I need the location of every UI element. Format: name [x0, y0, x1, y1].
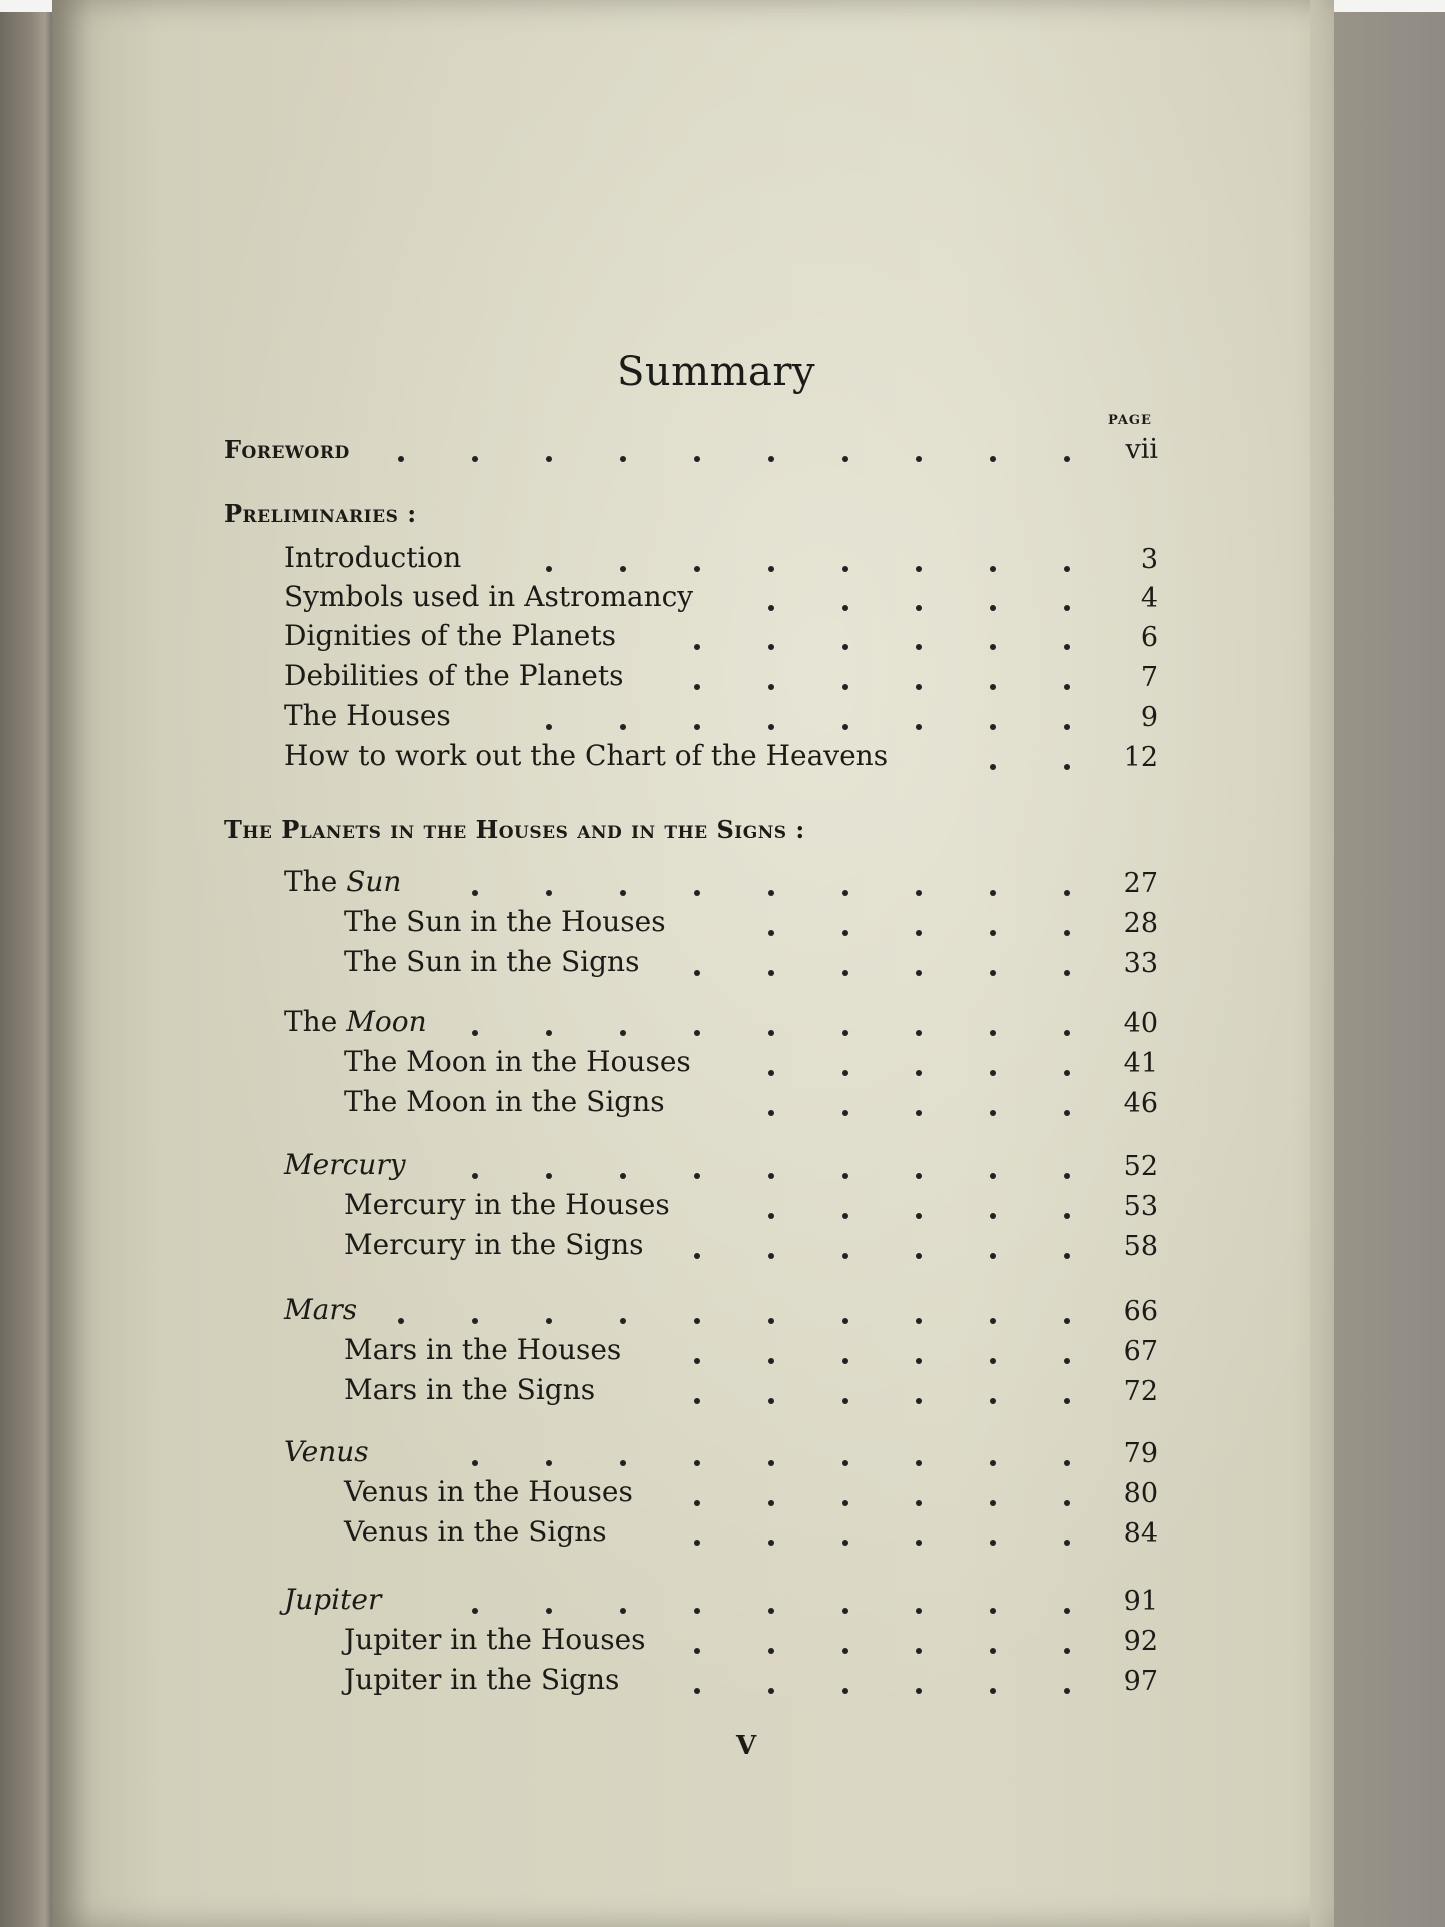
- leader-dot: [842, 1253, 848, 1259]
- leader-dot: [694, 1358, 700, 1364]
- leader-dot: [990, 1070, 996, 1076]
- entry-label: [284, 580, 694, 613]
- leader-dot: [990, 890, 996, 896]
- page-number: 6: [1140, 622, 1158, 653]
- page-number: 58: [1123, 1231, 1158, 1262]
- leader-dot: [768, 1540, 774, 1546]
- entry-text: Venus in the Signs: [344, 1515, 607, 1548]
- leader-dot: [916, 1500, 922, 1506]
- leader-dot: [694, 1318, 700, 1324]
- leader-dot: [916, 1030, 922, 1036]
- leader-dot: [990, 684, 996, 690]
- leader-dot: [842, 1648, 848, 1654]
- section-heading: Foreword: [224, 435, 350, 464]
- page-number: 79: [1123, 1438, 1158, 1469]
- subentry-label: [344, 1475, 633, 1508]
- leader-dot: [768, 1173, 774, 1179]
- leader-dot: [768, 605, 774, 611]
- leader-dot: [546, 1318, 552, 1324]
- subentry-label: [344, 1188, 670, 1221]
- leader-dot: [916, 1648, 922, 1654]
- page-number: 72: [1123, 1376, 1158, 1407]
- leader-dot: [768, 566, 774, 572]
- dot-leader: [52, 1110, 53, 1116]
- leader-dot: [990, 1030, 996, 1036]
- leader-dot: [1064, 1358, 1070, 1364]
- entry-text: Venus in the Houses: [344, 1475, 633, 1508]
- entry-text: The Moon in the Houses: [344, 1045, 691, 1078]
- section-heading: The Planets in the Houses and in the Signs :: [224, 815, 805, 844]
- dot-leader: [52, 1318, 53, 1324]
- dot-leader: [52, 1030, 53, 1036]
- entry-text: The Sun in the Houses: [344, 905, 666, 938]
- entry-emphasis: Mercury: [284, 1148, 406, 1181]
- subentry-label: [344, 1045, 691, 1078]
- leader-dot: [694, 1030, 700, 1036]
- dot-leader: [52, 930, 53, 936]
- leader-dot: [768, 1460, 774, 1466]
- dot-leader: [52, 684, 53, 690]
- leader-dot: [546, 1608, 552, 1614]
- leader-dot: [768, 456, 774, 462]
- leader-dot: [768, 1608, 774, 1614]
- dot-leader: [52, 890, 53, 896]
- page-number: 97: [1123, 1666, 1158, 1697]
- leader-dot: [1064, 764, 1070, 770]
- leader-dot: [916, 1540, 922, 1546]
- leader-dot: [842, 605, 848, 611]
- leader-dot: [916, 456, 922, 462]
- entry-label: [284, 1293, 358, 1326]
- leader-dot: [1064, 644, 1070, 650]
- leader-dot: [768, 1688, 774, 1694]
- subentry-label: [344, 1663, 620, 1696]
- leader-dot: [546, 724, 552, 730]
- page-number: 33: [1123, 948, 1158, 979]
- leader-dot: [768, 1070, 774, 1076]
- leader-dot: [1064, 1070, 1070, 1076]
- leader-dot: [842, 566, 848, 572]
- leader-dot: [1064, 605, 1070, 611]
- leader-dot: [842, 1110, 848, 1116]
- leader-dot: [694, 724, 700, 730]
- dot-leader: [52, 1213, 53, 1219]
- leader-dot: [916, 970, 922, 976]
- dot-leader: [52, 1500, 53, 1506]
- entry-label: [284, 1148, 406, 1181]
- leader-dot: [1064, 724, 1070, 730]
- leader-dot: [620, 456, 626, 462]
- entry-emphasis: Jupiter: [284, 1583, 382, 1616]
- entry-prefix: The: [284, 1005, 347, 1038]
- leader-dot: [916, 1318, 922, 1324]
- leader-dot: [768, 1358, 774, 1364]
- entry-text: Dignities of the Planets: [284, 619, 616, 652]
- leader-dot: [990, 930, 996, 936]
- entry-text: The Sun in the Signs: [344, 945, 640, 978]
- section-heading: Preliminaries :: [224, 499, 417, 528]
- page-folio: V: [736, 1731, 757, 1761]
- leader-dot: [916, 1398, 922, 1404]
- entry-label: [284, 541, 462, 574]
- leader-dot: [694, 456, 700, 462]
- leader-dot: [1064, 1213, 1070, 1219]
- leader-dot: [842, 1500, 848, 1506]
- entry-text: Symbols used in Astromancy: [284, 580, 694, 613]
- leader-dot: [768, 890, 774, 896]
- leader-dot: [842, 724, 848, 730]
- dot-leader: [52, 970, 53, 976]
- entry-text: Mars in the Houses: [344, 1333, 622, 1366]
- leader-dot: [694, 1648, 700, 1654]
- page-edge: [1310, 0, 1334, 1927]
- leader-dot: [916, 724, 922, 730]
- entry-label: [284, 739, 889, 772]
- leader-dot: [694, 684, 700, 690]
- dot-leader: [52, 1540, 53, 1546]
- leader-dot: [842, 1540, 848, 1546]
- leader-dot: [990, 644, 996, 650]
- leader-dot: [694, 1500, 700, 1506]
- subentry-label: [344, 1085, 665, 1118]
- dot-leader: [52, 1460, 53, 1466]
- leader-dot: [916, 930, 922, 936]
- page-number: 92: [1123, 1626, 1158, 1657]
- dot-leader: [52, 1648, 53, 1654]
- leader-dot: [990, 1173, 996, 1179]
- leader-dot: [990, 1608, 996, 1614]
- leader-dot: [990, 1318, 996, 1324]
- leader-dot: [990, 1540, 996, 1546]
- dot-leader: [52, 764, 53, 770]
- leader-dot: [842, 456, 848, 462]
- leader-dot: [842, 1608, 848, 1614]
- page-number: 4: [1140, 583, 1158, 614]
- page-number: 3: [1140, 544, 1158, 575]
- page-number: 9: [1140, 702, 1158, 733]
- leader-dot: [620, 566, 626, 572]
- leader-dot: [694, 970, 700, 976]
- leader-dot: [1064, 1318, 1070, 1324]
- dot-leader: [52, 456, 53, 462]
- leader-dot: [916, 890, 922, 896]
- leader-dot: [694, 1398, 700, 1404]
- leader-dot: [768, 1110, 774, 1116]
- leader-dot: [472, 1173, 478, 1179]
- entry-emphasis: Sun: [346, 865, 402, 898]
- dot-leader: [52, 566, 53, 572]
- leader-dot: [990, 1398, 996, 1404]
- entry-text: How to work out the Chart of the Heavens: [284, 739, 889, 772]
- leader-dot: [546, 890, 552, 896]
- dot-leader: [52, 644, 53, 650]
- leader-dot: [990, 456, 996, 462]
- leader-dot: [472, 890, 478, 896]
- leader-dot: [694, 890, 700, 896]
- leader-dot: [1064, 1253, 1070, 1259]
- page-number: 52: [1123, 1151, 1158, 1182]
- leader-dot: [990, 764, 996, 770]
- leader-dot: [1064, 684, 1070, 690]
- leader-dot: [842, 1688, 848, 1694]
- leader-dot: [694, 1540, 700, 1546]
- entry-text: Mercury in the Houses: [344, 1188, 670, 1221]
- leader-dot: [916, 1213, 922, 1219]
- leader-dot: [694, 1688, 700, 1694]
- subentry-label: [344, 945, 640, 978]
- leader-dot: [1064, 970, 1070, 976]
- dot-leader: [52, 724, 53, 730]
- entry-label: [284, 699, 451, 732]
- leader-dot: [620, 1030, 626, 1036]
- entry-text: Jupiter in the Houses: [344, 1623, 646, 1656]
- leader-dot: [1064, 1173, 1070, 1179]
- leader-dot: [842, 1070, 848, 1076]
- page-number: 7: [1140, 662, 1158, 693]
- leader-dot: [1064, 1110, 1070, 1116]
- entry-label: [284, 1005, 427, 1038]
- page-number: 80: [1123, 1478, 1158, 1509]
- leader-dot: [620, 890, 626, 896]
- leader-dot: [1064, 1030, 1070, 1036]
- leader-dot: [768, 970, 774, 976]
- leader-dot: [990, 1500, 996, 1506]
- leader-dot: [916, 1173, 922, 1179]
- leader-dot: [990, 605, 996, 611]
- leader-dot: [916, 1110, 922, 1116]
- leader-dot: [694, 566, 700, 572]
- leader-dot: [842, 684, 848, 690]
- dot-leader: [52, 1253, 53, 1259]
- page-number: 66: [1123, 1296, 1158, 1327]
- page-number: 41: [1123, 1048, 1158, 1079]
- leader-dot: [1064, 1500, 1070, 1506]
- leader-dot: [990, 1688, 996, 1694]
- book-page: [52, 0, 1334, 1927]
- leader-dot: [1064, 1540, 1070, 1546]
- leader-dot: [842, 1030, 848, 1036]
- leader-dot: [916, 1688, 922, 1694]
- entry-emphasis: Moon: [346, 1005, 427, 1038]
- leader-dot: [842, 970, 848, 976]
- leader-dot: [1064, 890, 1070, 896]
- leader-dot: [472, 1608, 478, 1614]
- leader-dot: [842, 644, 848, 650]
- leader-dot: [768, 1398, 774, 1404]
- leader-dot: [990, 970, 996, 976]
- leader-dot: [990, 566, 996, 572]
- leader-dot: [916, 684, 922, 690]
- leader-dot: [842, 1173, 848, 1179]
- leader-dot: [472, 1318, 478, 1324]
- page-number: 91: [1123, 1586, 1158, 1617]
- leader-dot: [620, 1460, 626, 1466]
- leader-dot: [842, 1318, 848, 1324]
- leader-dot: [768, 1318, 774, 1324]
- leader-dot: [768, 684, 774, 690]
- leader-dot: [768, 930, 774, 936]
- leader-dot: [694, 644, 700, 650]
- leader-dot: [1064, 930, 1070, 936]
- leader-dot: [546, 1030, 552, 1036]
- leader-dot: [472, 1030, 478, 1036]
- leader-dot: [916, 1460, 922, 1466]
- leader-dot: [1064, 1398, 1070, 1404]
- page-column-label: PAGE: [1108, 413, 1152, 428]
- leader-dot: [1064, 1460, 1070, 1466]
- leader-dot: [1064, 1648, 1070, 1654]
- leader-dot: [620, 724, 626, 730]
- subentry-label: [344, 1373, 596, 1406]
- entry-label: [284, 865, 402, 898]
- entry-text: Introduction: [284, 541, 462, 574]
- leader-dot: [1064, 1688, 1070, 1694]
- dot-leader: [52, 1173, 53, 1179]
- entry-label: [284, 1435, 369, 1468]
- leader-dot: [916, 566, 922, 572]
- entry-emphasis: Mars: [284, 1293, 358, 1326]
- leader-dot: [990, 1110, 996, 1116]
- entry-text: The Moon in the Signs: [344, 1085, 665, 1118]
- leader-dot: [472, 1460, 478, 1466]
- subentry-label: [344, 1333, 622, 1366]
- leader-dot: [916, 1070, 922, 1076]
- leader-dot: [916, 605, 922, 611]
- dot-leader: [52, 1398, 53, 1404]
- leader-dot: [842, 1460, 848, 1466]
- page-number: 46: [1123, 1088, 1158, 1119]
- entry-label: [284, 1583, 382, 1616]
- subentry-label: [344, 905, 666, 938]
- leader-dot: [768, 1500, 774, 1506]
- leader-dot: [768, 644, 774, 650]
- entry-prefix: The: [284, 865, 347, 898]
- leader-dot: [990, 1648, 996, 1654]
- leader-dot: [916, 1608, 922, 1614]
- page-number: 12: [1123, 742, 1158, 773]
- leader-dot: [546, 1460, 552, 1466]
- dot-leader: [52, 1358, 53, 1364]
- leader-dot: [398, 456, 404, 462]
- dot-leader: [52, 1608, 53, 1614]
- leader-dot: [842, 1358, 848, 1364]
- leader-dot: [990, 1460, 996, 1466]
- leader-dot: [620, 1318, 626, 1324]
- leader-dot: [546, 566, 552, 572]
- page-number: 67: [1123, 1336, 1158, 1367]
- leader-dot: [546, 456, 552, 462]
- leader-dot: [1064, 566, 1070, 572]
- leader-dot: [842, 1213, 848, 1219]
- leader-dot: [1064, 456, 1070, 462]
- leader-dot: [990, 724, 996, 730]
- entry-text: Mercury in the Signs: [344, 1228, 644, 1261]
- dot-leader: [52, 605, 53, 611]
- entry-text: Mars in the Signs: [344, 1373, 596, 1406]
- leader-dot: [916, 1253, 922, 1259]
- page-number: vii: [1125, 434, 1158, 465]
- page-number: 28: [1123, 908, 1158, 939]
- entry-label: [284, 659, 624, 692]
- leader-dot: [768, 1648, 774, 1654]
- leader-dot: [990, 1213, 996, 1219]
- leader-dot: [990, 1253, 996, 1259]
- leader-dot: [768, 724, 774, 730]
- leader-dot: [620, 1608, 626, 1614]
- page-number: 27: [1123, 868, 1158, 899]
- leader-dot: [694, 1460, 700, 1466]
- page-number: 40: [1123, 1008, 1158, 1039]
- page-title: Summary: [617, 349, 816, 395]
- entry-text: Debilities of the Planets: [284, 659, 624, 692]
- leader-dot: [694, 1608, 700, 1614]
- leader-dot: [472, 456, 478, 462]
- dot-leader: [52, 1688, 53, 1694]
- leader-dot: [768, 1253, 774, 1259]
- entry-text: Jupiter in the Signs: [344, 1663, 620, 1696]
- leader-dot: [694, 1253, 700, 1259]
- subentry-label: [344, 1623, 646, 1656]
- subentry-label: [344, 1228, 644, 1261]
- leader-dot: [546, 1173, 552, 1179]
- leader-dot: [842, 930, 848, 936]
- leader-dot: [1064, 1608, 1070, 1614]
- leader-dot: [916, 644, 922, 650]
- leader-dot: [768, 1213, 774, 1219]
- subentry-label: [344, 1515, 607, 1548]
- leader-dot: [842, 890, 848, 896]
- leader-dot: [990, 1358, 996, 1364]
- leader-dot: [694, 1173, 700, 1179]
- leader-dot: [768, 1030, 774, 1036]
- page-number: 84: [1123, 1518, 1158, 1549]
- entry-emphasis: Venus: [284, 1435, 369, 1468]
- leader-dot: [620, 1173, 626, 1179]
- dot-leader: [52, 1070, 53, 1076]
- page-number: 53: [1123, 1191, 1158, 1222]
- leader-dot: [916, 1358, 922, 1364]
- leader-dot: [398, 1318, 404, 1324]
- entry-text: The Houses: [284, 699, 451, 732]
- entry-label: [284, 619, 616, 652]
- leader-dot: [842, 1398, 848, 1404]
